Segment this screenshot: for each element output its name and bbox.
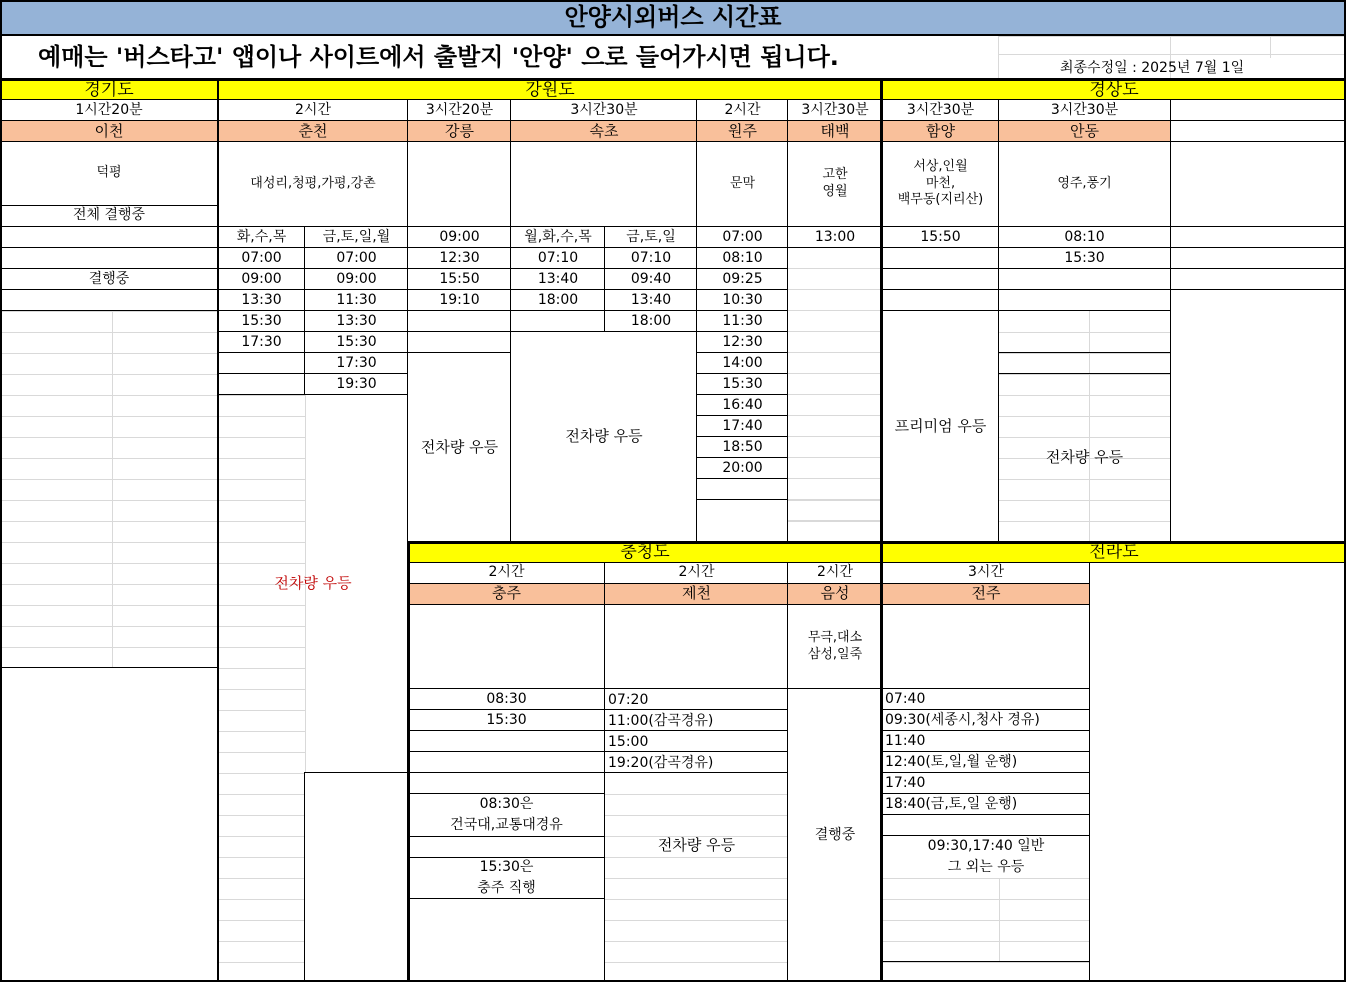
gridline (0, 437, 218, 438)
days-sokcho-2: 금,토,일 (626, 229, 676, 245)
stops-hamyang-2: 마천, (925, 176, 956, 191)
city-andong: 안동 (1070, 122, 1099, 140)
gridline (218, 794, 305, 795)
gridline (882, 899, 1090, 900)
gridline (882, 962, 1090, 963)
cell-border (0, 0, 2, 982)
gridline (788, 520, 882, 521)
gridline (788, 373, 882, 374)
gridline (999, 437, 1170, 438)
gridline (0, 374, 218, 375)
cell-border (882, 961, 1090, 962)
gridline (218, 605, 305, 606)
city-eumseong: 음성 (820, 584, 850, 602)
stops-eumseong-1: 무극,대소 (807, 629, 863, 645)
cell-border (408, 751, 605, 752)
gridline (0, 521, 218, 522)
cell-border (304, 772, 408, 773)
gridline (605, 878, 788, 879)
gridline (0, 584, 218, 585)
gridline (218, 395, 305, 396)
departure-time: 07:10 (630, 250, 672, 266)
departure-time: 17:40 (885, 775, 926, 791)
departure-time: 08:30 (486, 691, 527, 707)
gridline (218, 479, 305, 480)
departure-time: 11:30 (336, 292, 377, 308)
region-gangwon: 강원도 (525, 79, 575, 100)
gridline (999, 353, 1170, 354)
region-gyeongsang: 경상도 (1089, 79, 1139, 100)
departure-time: 07:40 (885, 691, 926, 707)
gridline (999, 479, 1170, 480)
gridline (605, 794, 788, 795)
duration-icheon: 1시간20분 (75, 102, 143, 118)
departure-time: 07:00 (336, 250, 377, 266)
departure-time: 09:30(세종시,청사 경유) (885, 712, 1040, 728)
days-chuncheon-1: 화,수,목 (236, 229, 287, 245)
departure-time: 18:00 (630, 313, 672, 329)
departure-time: 20:00 (722, 460, 763, 476)
cell-border (408, 836, 605, 837)
city-wonju: 원주 (728, 122, 757, 140)
gridline (788, 521, 882, 522)
gridline (998, 54, 1346, 55)
gridline (218, 899, 305, 900)
gridline (788, 478, 882, 479)
stops-eumseong-2: 삼성,일죽 (807, 646, 863, 662)
gridline (998, 36, 1346, 37)
cell-border (0, 310, 218, 311)
departure-time: 15:30 (1064, 250, 1105, 266)
gridline (605, 920, 788, 921)
duration-wonju: 2시간 (724, 102, 761, 118)
booking-notice: 예매는 '버스타고' 앱이나 사이트에서 출발지 '안양' 으로 들어가시면 됩니다. (38, 42, 839, 71)
gridline (788, 457, 882, 458)
duration-chuncheon: 2시간 (295, 102, 331, 118)
stops-hamyang-1: 서상,인월 (913, 159, 968, 174)
departure-time: 17:40 (722, 418, 763, 434)
cell-border (408, 772, 605, 773)
gridline (882, 920, 1090, 921)
gridline (218, 773, 305, 774)
cell-border (999, 373, 1170, 374)
departure-time: 14:00 (722, 355, 763, 371)
note-jeonju-1: 09:30,17:40 일반 (927, 838, 1045, 854)
city-jecheon: 제천 (682, 584, 711, 602)
departure-time: 15:50 (920, 229, 961, 245)
departure-time: 13:40 (630, 292, 672, 308)
stops-chuncheon: 대성리,청평,가평,강촌 (250, 175, 376, 191)
duration-jeonju: 3시간 (968, 564, 1004, 580)
gridline (218, 500, 305, 501)
city-sokcho: 속초 (589, 122, 619, 140)
days-chuncheon-2: 금,토,일,월 (322, 229, 391, 245)
departure-time: 15:30 (722, 376, 763, 392)
departure-time: 07:20 (608, 692, 649, 708)
gridline (0, 647, 218, 648)
stops-taebaek-1: 고한 (822, 166, 848, 182)
cell-border (882, 289, 1346, 290)
departure-time: 19:20(감곡경유) (608, 755, 714, 771)
city-taebaek: 태백 (820, 122, 850, 140)
gridline (0, 311, 218, 312)
departure-time: 18:50 (722, 439, 763, 455)
cell-border (999, 352, 1170, 353)
gridline (999, 395, 1170, 396)
gridline (218, 689, 305, 690)
gridline (218, 416, 305, 417)
days-sokcho-1: 월,화,수,목 (524, 229, 592, 245)
gridline (218, 521, 305, 522)
departure-time: 08:10 (1064, 229, 1105, 245)
departure-time: 11:30 (722, 313, 763, 329)
last-updated: 최종수정일 : 2025년 7월 1일 (1060, 59, 1245, 76)
cell-border (0, 34, 1346, 36)
gridline (0, 395, 218, 396)
gridline (999, 878, 1000, 962)
cell-border (408, 352, 511, 353)
gridline (1089, 311, 1090, 542)
gridline (218, 710, 305, 711)
stops-taebaek-2: 영월 (822, 183, 848, 199)
departure-time: 15:30 (486, 712, 527, 728)
gridline (0, 332, 218, 333)
gridline (605, 899, 788, 900)
gridline (882, 941, 1090, 942)
cell-border (408, 331, 511, 332)
region-jeolla: 전라도 (1089, 541, 1139, 562)
gridline (605, 941, 788, 942)
gridline (0, 605, 218, 606)
gridline (218, 815, 305, 816)
page-title: 안양시외버스 시간표 (564, 2, 782, 31)
cell-border (407, 541, 410, 980)
duration-jecheon: 2시간 (678, 564, 715, 580)
gridline (0, 500, 218, 501)
duration-andong: 3시간30분 (1050, 102, 1119, 118)
gridline (218, 458, 305, 459)
gridline (788, 268, 882, 269)
gridline (218, 437, 305, 438)
cell-border (510, 100, 511, 542)
gridline (0, 626, 218, 627)
note-hamyang: 프리미엄 우등 (894, 417, 987, 435)
gridline (218, 878, 305, 879)
departure-time: 09:00 (439, 229, 480, 245)
gridline (999, 374, 1170, 375)
departure-time: 17:30 (336, 355, 377, 371)
departure-time: 17:30 (241, 334, 282, 350)
note-jecheon: 전차량 우등 (657, 836, 736, 854)
duration-sokcho: 3시간30분 (570, 102, 638, 118)
gridline (605, 815, 788, 816)
duration-chungju: 2시간 (488, 564, 525, 580)
gridline (218, 563, 305, 564)
departure-time: 12:30 (439, 250, 480, 266)
departure-time: 12:30 (722, 334, 763, 350)
gridline (218, 857, 305, 858)
gridline (999, 416, 1170, 417)
gridline (0, 353, 218, 354)
gridline (999, 500, 1170, 501)
duration-hamyang: 3시간30분 (906, 102, 975, 118)
gridline (999, 521, 1170, 522)
departure-time: 18:40(금,토,일 운행) (885, 796, 1018, 812)
city-chuncheon: 춘천 (298, 122, 328, 140)
departure-time: 13:00 (814, 229, 856, 245)
city-icheon: 이천 (94, 122, 124, 140)
departure-time: 09:25 (722, 271, 763, 287)
stops-hamyang-3: 백무동(지리산) (897, 192, 984, 207)
departure-time: 11:40 (885, 733, 926, 749)
departure-time: 11:00(감곡경유) (608, 713, 714, 729)
gridline (218, 626, 305, 627)
gridline (112, 311, 113, 667)
note-chungju-2: 건국대,교통대경유 (450, 817, 563, 833)
duration-gangneung: 3시간20분 (425, 102, 494, 118)
departure-time: 07:00 (722, 229, 763, 245)
departure-time: 13:30 (336, 313, 377, 329)
note-sokcho: 전차량 우등 (565, 427, 643, 445)
gridline (218, 941, 305, 942)
departure-time: 13:40 (537, 271, 579, 287)
city-jeonju: 전주 (971, 584, 1001, 602)
gridline (788, 289, 882, 290)
note-chungju-1: 08:30은 (479, 796, 534, 812)
gridline (788, 352, 882, 353)
note-eumseong: 결행중 (814, 827, 856, 843)
departure-time: 15:30 (241, 313, 282, 329)
departure-time: 08:10 (722, 250, 763, 266)
gridline (999, 332, 1170, 333)
cell-border (304, 772, 305, 980)
gridline (218, 962, 305, 963)
gridline (788, 415, 882, 416)
city-chungju: 충주 (492, 584, 521, 602)
duration-eumseong: 2시간 (817, 564, 853, 580)
stops-icheon: 덕평 (96, 164, 122, 180)
departure-time: 19:10 (439, 292, 480, 308)
note-chuncheon: 전차량 우등 (274, 574, 352, 592)
note-gangneung: 전차량 우등 (420, 438, 499, 456)
cell-border (1170, 100, 1171, 542)
stops-andong: 영주,풍기 (1057, 175, 1112, 191)
gridline (0, 458, 218, 459)
departure-time: 10:30 (722, 292, 763, 308)
note-icheon-cancelled: 결행중 (88, 271, 130, 287)
gridline (788, 499, 882, 500)
departure-time: 15:00 (608, 734, 649, 750)
departure-time: 19:30 (336, 376, 377, 392)
region-chungcheong: 충청도 (620, 541, 670, 562)
city-gangneung: 강릉 (445, 122, 474, 140)
gridline (0, 542, 218, 543)
gridline (788, 394, 882, 395)
gridline (998, 36, 999, 80)
note-chungju-4: 충주 직행 (477, 880, 536, 896)
gridline (218, 752, 305, 753)
gridline (788, 500, 882, 501)
gridline (0, 416, 218, 417)
region-gyeonggi: 경기도 (84, 79, 134, 100)
departure-time: 07:00 (241, 250, 282, 266)
departure-time: 12:40(토,일,월 운행) (885, 754, 1018, 770)
gridline (788, 331, 882, 332)
gridline (218, 647, 305, 648)
departure-time: 15:50 (439, 271, 480, 287)
departure-time: 18:00 (537, 292, 579, 308)
gridline (788, 436, 882, 437)
note-chungju-3: 15:30은 (479, 859, 534, 875)
city-hamyang: 함양 (926, 122, 955, 140)
note-icheon-all-cancelled: 전체 결행중 (72, 207, 146, 223)
departure-time: 15:30 (336, 334, 377, 350)
gridline (218, 920, 305, 921)
departure-time: 09:00 (336, 271, 377, 287)
cell-border (697, 499, 788, 500)
note-andong: 전차량 우등 (1045, 448, 1124, 466)
cell-border (408, 604, 1090, 605)
gridline (605, 857, 788, 858)
note-jeonju-2: 그 외는 우등 (947, 859, 1025, 875)
gridline (1270, 36, 1271, 58)
gridline (882, 878, 1090, 879)
cell-border (0, 667, 218, 668)
gridline (788, 310, 882, 311)
duration-taebaek: 3시간30분 (801, 102, 869, 118)
gridline (218, 542, 305, 543)
cell-border (882, 310, 1170, 311)
gridline (0, 563, 218, 564)
departure-time: 16:40 (722, 397, 763, 413)
gridline (605, 962, 788, 963)
departure-time: 07:10 (537, 250, 579, 266)
gridline (218, 668, 305, 669)
gridline (218, 731, 305, 732)
gridline (218, 836, 305, 837)
gridline (0, 479, 218, 480)
departure-time: 09:40 (630, 271, 672, 287)
departure-time: 09:00 (241, 271, 282, 287)
departure-time: 13:30 (241, 292, 282, 308)
stops-wonju: 문막 (729, 175, 756, 191)
